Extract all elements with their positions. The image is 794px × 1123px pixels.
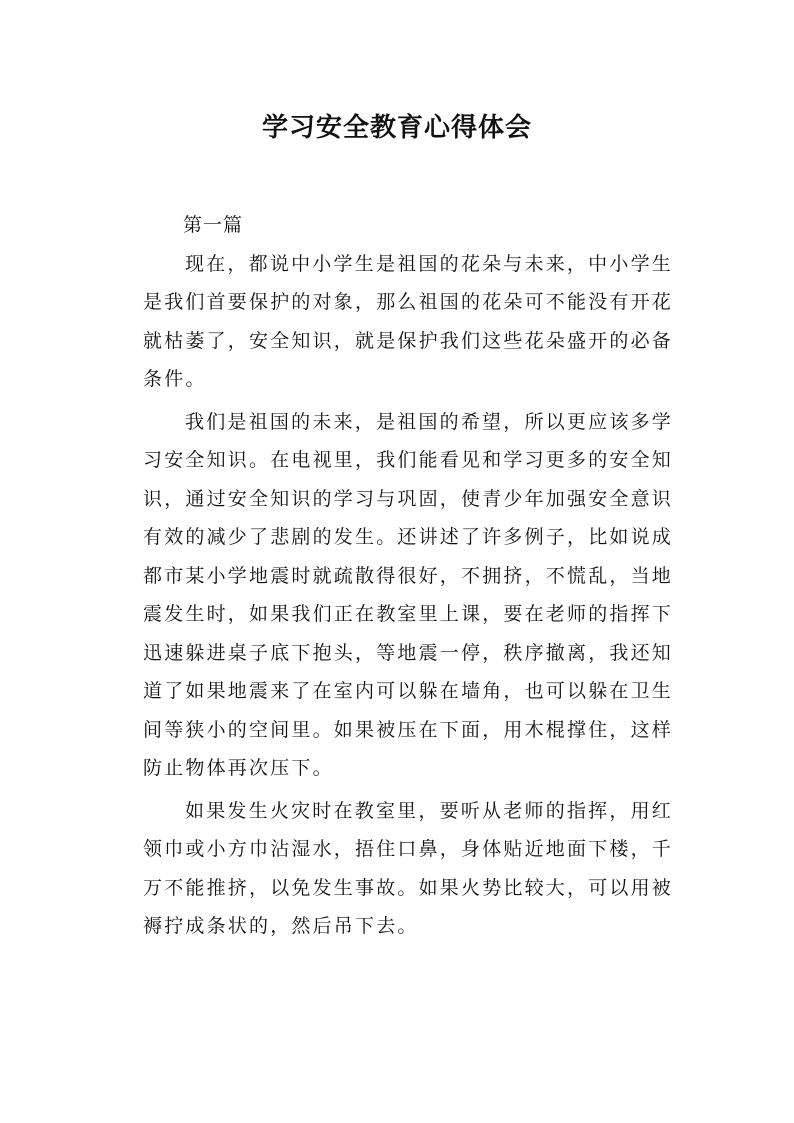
section-label: 第一篇 bbox=[183, 214, 244, 236]
document-body bbox=[143, 206, 673, 946]
document-title: 学习安全教育心得体会 bbox=[261, 113, 532, 143]
paragraph-2: 我们是祖国的未来，是祖国的希望，所以更应该多学习安全知识。在电视里，我们能看见和学习更多的安全知识，通过安全知识的学习与巩固，使青少年加强安全意识有效的减少了悲剧的发生。还讲述了许多例子，比如说成都市某小学地震时就疏散得很好，不拥挤，不慌乱，当地震发生时，如果我们正在教室里上课，要在老师的指挥下迅速躲进桌子底下抱头，等地震一停，秩序撤离，我还知道了如果地震来了在室内可以躲在墙角，也可以躲在卫生间等狭小的空间里。如果被压在下面，用木棍撑住，这样防止物体再次压下。 bbox=[143, 410, 674, 779]
paragraph-1: 现在，都说中小学生是祖国的花朵与未来，中小学生是我们首要保护的对象，那么祖国的花朵可不能没有开花就枯萎了，安全知识，就是保护我们这些花朵盛开的必备条件。 bbox=[143, 252, 674, 390]
paragraph-3: 如果发生火灾时在教室里，要听从老师的指挥，用红领巾或小方巾沾湿水，捂住口鼻，身体贴近地面下楼，千万不能推挤，以免发生事故。如果火势比较大，可以用被褥拧成条状的，然后吊下去。 bbox=[143, 799, 674, 937]
